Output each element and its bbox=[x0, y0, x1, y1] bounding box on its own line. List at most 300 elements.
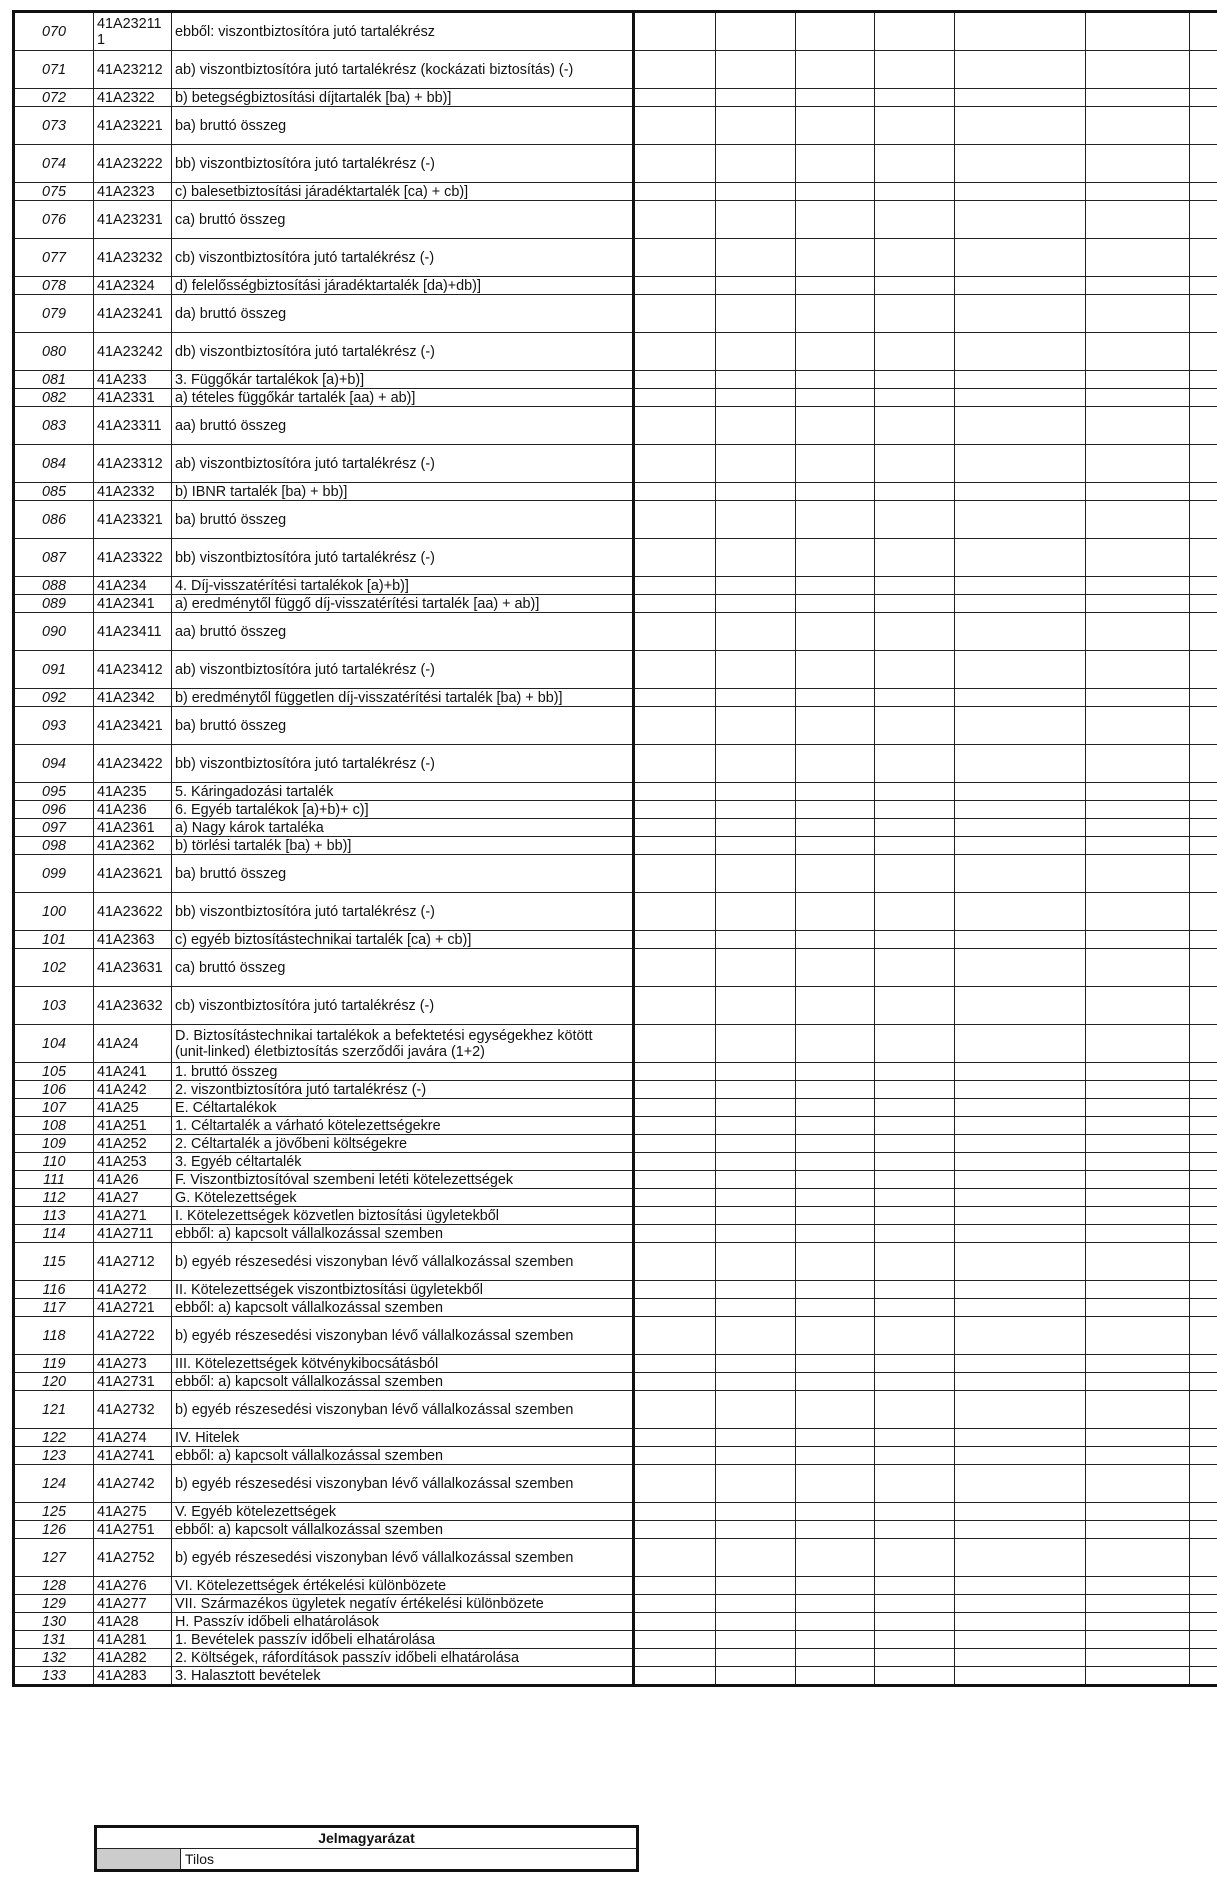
value-cell[interactable] bbox=[796, 987, 875, 1025]
value-cell[interactable] bbox=[875, 745, 955, 783]
value-cell[interactable] bbox=[716, 1539, 796, 1577]
value-cell[interactable] bbox=[796, 1539, 875, 1577]
value-cell[interactable] bbox=[716, 1595, 796, 1613]
value-cell[interactable] bbox=[1190, 783, 1217, 801]
value-cell[interactable] bbox=[634, 1171, 716, 1189]
value-cell[interactable] bbox=[796, 837, 875, 855]
value-cell[interactable] bbox=[1190, 1391, 1217, 1429]
value-cell[interactable] bbox=[1086, 183, 1190, 201]
value-cell[interactable] bbox=[875, 1577, 955, 1595]
value-cell[interactable] bbox=[1086, 1631, 1190, 1649]
value-cell[interactable] bbox=[1086, 445, 1190, 483]
value-cell[interactable] bbox=[1190, 1595, 1217, 1613]
value-cell[interactable] bbox=[955, 949, 1086, 987]
value-cell[interactable] bbox=[875, 1117, 955, 1135]
value-cell[interactable] bbox=[634, 183, 716, 201]
value-cell[interactable] bbox=[634, 987, 716, 1025]
value-cell[interactable] bbox=[716, 707, 796, 745]
value-cell[interactable] bbox=[716, 1135, 796, 1153]
value-cell[interactable] bbox=[716, 613, 796, 651]
value-cell[interactable] bbox=[634, 1299, 716, 1317]
value-cell[interactable] bbox=[796, 1595, 875, 1613]
value-cell[interactable] bbox=[716, 1153, 796, 1171]
value-cell[interactable] bbox=[1190, 837, 1217, 855]
value-cell[interactable] bbox=[634, 107, 716, 145]
value-cell[interactable] bbox=[796, 333, 875, 371]
value-cell[interactable] bbox=[1086, 1595, 1190, 1613]
value-cell[interactable] bbox=[1086, 1171, 1190, 1189]
value-cell[interactable] bbox=[875, 1317, 955, 1355]
value-cell[interactable] bbox=[634, 1649, 716, 1667]
value-cell[interactable] bbox=[955, 1299, 1086, 1317]
value-cell[interactable] bbox=[875, 1595, 955, 1613]
value-cell[interactable] bbox=[716, 407, 796, 445]
value-cell[interactable] bbox=[716, 855, 796, 893]
value-cell[interactable] bbox=[1190, 1429, 1217, 1447]
value-cell[interactable] bbox=[955, 1355, 1086, 1373]
value-cell[interactable] bbox=[1190, 407, 1217, 445]
value-cell[interactable] bbox=[796, 745, 875, 783]
value-cell[interactable] bbox=[1086, 145, 1190, 183]
value-cell[interactable] bbox=[1086, 987, 1190, 1025]
value-cell[interactable] bbox=[634, 1281, 716, 1299]
value-cell[interactable] bbox=[716, 819, 796, 837]
value-cell[interactable] bbox=[1190, 689, 1217, 707]
value-cell[interactable] bbox=[1086, 1391, 1190, 1429]
value-cell[interactable] bbox=[1086, 1063, 1190, 1081]
value-cell[interactable] bbox=[1086, 837, 1190, 855]
value-cell[interactable] bbox=[796, 1225, 875, 1243]
value-cell[interactable] bbox=[875, 445, 955, 483]
value-cell[interactable] bbox=[1190, 801, 1217, 819]
value-cell[interactable] bbox=[716, 1207, 796, 1225]
value-cell[interactable] bbox=[796, 689, 875, 707]
value-cell[interactable] bbox=[1190, 1577, 1217, 1595]
value-cell[interactable] bbox=[634, 949, 716, 987]
value-cell[interactable] bbox=[1190, 239, 1217, 277]
value-cell[interactable] bbox=[875, 613, 955, 651]
value-cell[interactable] bbox=[716, 277, 796, 295]
value-cell[interactable] bbox=[634, 577, 716, 595]
value-cell[interactable] bbox=[634, 445, 716, 483]
value-cell[interactable] bbox=[1086, 295, 1190, 333]
value-cell[interactable] bbox=[1086, 12, 1190, 51]
value-cell[interactable] bbox=[875, 1081, 955, 1099]
value-cell[interactable] bbox=[716, 1521, 796, 1539]
value-cell[interactable] bbox=[955, 501, 1086, 539]
value-cell[interactable] bbox=[875, 987, 955, 1025]
value-cell[interactable] bbox=[875, 12, 955, 51]
value-cell[interactable] bbox=[1190, 745, 1217, 783]
value-cell[interactable] bbox=[955, 333, 1086, 371]
value-cell[interactable] bbox=[875, 483, 955, 501]
value-cell[interactable] bbox=[1190, 89, 1217, 107]
value-cell[interactable] bbox=[1190, 1447, 1217, 1465]
value-cell[interactable] bbox=[955, 1063, 1086, 1081]
value-cell[interactable] bbox=[716, 1099, 796, 1117]
value-cell[interactable] bbox=[955, 445, 1086, 483]
value-cell[interactable] bbox=[796, 1649, 875, 1667]
value-cell[interactable] bbox=[1190, 651, 1217, 689]
value-cell[interactable] bbox=[716, 239, 796, 277]
value-cell[interactable] bbox=[1086, 949, 1190, 987]
value-cell[interactable] bbox=[955, 1171, 1086, 1189]
value-cell[interactable] bbox=[875, 931, 955, 949]
value-cell[interactable] bbox=[716, 1189, 796, 1207]
value-cell[interactable] bbox=[1190, 1299, 1217, 1317]
value-cell[interactable] bbox=[1190, 445, 1217, 483]
value-cell[interactable] bbox=[716, 595, 796, 613]
value-cell[interactable] bbox=[1086, 1373, 1190, 1391]
value-cell[interactable] bbox=[1190, 201, 1217, 239]
value-cell[interactable] bbox=[716, 371, 796, 389]
value-cell[interactable] bbox=[875, 389, 955, 407]
value-cell[interactable] bbox=[955, 407, 1086, 445]
value-cell[interactable] bbox=[716, 107, 796, 145]
value-cell[interactable] bbox=[1190, 1465, 1217, 1503]
value-cell[interactable] bbox=[716, 145, 796, 183]
value-cell[interactable] bbox=[716, 1225, 796, 1243]
value-cell[interactable] bbox=[875, 1539, 955, 1577]
value-cell[interactable] bbox=[634, 1373, 716, 1391]
value-cell[interactable] bbox=[716, 893, 796, 931]
value-cell[interactable] bbox=[875, 1207, 955, 1225]
value-cell[interactable] bbox=[955, 1539, 1086, 1577]
value-cell[interactable] bbox=[955, 613, 1086, 651]
value-cell[interactable] bbox=[875, 371, 955, 389]
value-cell[interactable] bbox=[634, 1577, 716, 1595]
value-cell[interactable] bbox=[796, 1577, 875, 1595]
value-cell[interactable] bbox=[875, 333, 955, 371]
value-cell[interactable] bbox=[1086, 1281, 1190, 1299]
value-cell[interactable] bbox=[716, 1355, 796, 1373]
value-cell[interactable] bbox=[955, 1521, 1086, 1539]
value-cell[interactable] bbox=[634, 837, 716, 855]
value-cell[interactable] bbox=[1086, 613, 1190, 651]
value-cell[interactable] bbox=[634, 277, 716, 295]
value-cell[interactable] bbox=[716, 801, 796, 819]
value-cell[interactable] bbox=[716, 1447, 796, 1465]
value-cell[interactable] bbox=[796, 651, 875, 689]
value-cell[interactable] bbox=[1086, 689, 1190, 707]
value-cell[interactable] bbox=[1086, 801, 1190, 819]
value-cell[interactable] bbox=[955, 371, 1086, 389]
value-cell[interactable] bbox=[634, 931, 716, 949]
value-cell[interactable] bbox=[1086, 1317, 1190, 1355]
value-cell[interactable] bbox=[955, 783, 1086, 801]
value-cell[interactable] bbox=[955, 1595, 1086, 1613]
value-cell[interactable] bbox=[716, 1391, 796, 1429]
value-cell[interactable] bbox=[1190, 855, 1217, 893]
value-cell[interactable] bbox=[955, 51, 1086, 89]
value-cell[interactable] bbox=[955, 1081, 1086, 1099]
value-cell[interactable] bbox=[634, 1429, 716, 1447]
value-cell[interactable] bbox=[1190, 1649, 1217, 1667]
value-cell[interactable] bbox=[955, 931, 1086, 949]
value-cell[interactable] bbox=[955, 1189, 1086, 1207]
value-cell[interactable] bbox=[716, 1081, 796, 1099]
value-cell[interactable] bbox=[716, 1631, 796, 1649]
value-cell[interactable] bbox=[1190, 1189, 1217, 1207]
value-cell[interactable] bbox=[1086, 1447, 1190, 1465]
value-cell[interactable] bbox=[955, 819, 1086, 837]
value-cell[interactable] bbox=[875, 577, 955, 595]
value-cell[interactable] bbox=[1086, 855, 1190, 893]
value-cell[interactable] bbox=[875, 1355, 955, 1373]
value-cell[interactable] bbox=[1086, 1503, 1190, 1521]
value-cell[interactable] bbox=[1190, 1135, 1217, 1153]
value-cell[interactable] bbox=[875, 1631, 955, 1649]
value-cell[interactable] bbox=[955, 1099, 1086, 1117]
value-cell[interactable] bbox=[1086, 1135, 1190, 1153]
value-cell[interactable] bbox=[955, 1649, 1086, 1667]
value-cell[interactable] bbox=[1086, 577, 1190, 595]
value-cell[interactable] bbox=[1086, 1429, 1190, 1447]
value-cell[interactable] bbox=[716, 1649, 796, 1667]
value-cell[interactable] bbox=[875, 1281, 955, 1299]
value-cell[interactable] bbox=[796, 595, 875, 613]
value-cell[interactable] bbox=[875, 1135, 955, 1153]
value-cell[interactable] bbox=[716, 745, 796, 783]
value-cell[interactable] bbox=[634, 1081, 716, 1099]
value-cell[interactable] bbox=[634, 1667, 716, 1686]
value-cell[interactable] bbox=[796, 183, 875, 201]
value-cell[interactable] bbox=[955, 295, 1086, 333]
value-cell[interactable] bbox=[796, 1171, 875, 1189]
value-cell[interactable] bbox=[955, 389, 1086, 407]
value-cell[interactable] bbox=[875, 145, 955, 183]
value-cell[interactable] bbox=[1086, 371, 1190, 389]
value-cell[interactable] bbox=[1086, 1189, 1190, 1207]
value-cell[interactable] bbox=[634, 1521, 716, 1539]
value-cell[interactable] bbox=[716, 689, 796, 707]
value-cell[interactable] bbox=[634, 689, 716, 707]
value-cell[interactable] bbox=[796, 949, 875, 987]
value-cell[interactable] bbox=[955, 1503, 1086, 1521]
value-cell[interactable] bbox=[1086, 1299, 1190, 1317]
value-cell[interactable] bbox=[634, 893, 716, 931]
value-cell[interactable] bbox=[1086, 277, 1190, 295]
value-cell[interactable] bbox=[875, 1613, 955, 1631]
value-cell[interactable] bbox=[1086, 1153, 1190, 1171]
value-cell[interactable] bbox=[1086, 1667, 1190, 1686]
value-cell[interactable] bbox=[796, 1465, 875, 1503]
value-cell[interactable] bbox=[1190, 1153, 1217, 1171]
value-cell[interactable] bbox=[634, 12, 716, 51]
value-cell[interactable] bbox=[955, 183, 1086, 201]
value-cell[interactable] bbox=[955, 483, 1086, 501]
value-cell[interactable] bbox=[634, 707, 716, 745]
value-cell[interactable] bbox=[716, 1373, 796, 1391]
value-cell[interactable] bbox=[716, 483, 796, 501]
value-cell[interactable] bbox=[796, 1521, 875, 1539]
value-cell[interactable] bbox=[875, 801, 955, 819]
value-cell[interactable] bbox=[955, 539, 1086, 577]
value-cell[interactable] bbox=[796, 201, 875, 239]
value-cell[interactable] bbox=[875, 1465, 955, 1503]
value-cell[interactable] bbox=[796, 931, 875, 949]
value-cell[interactable] bbox=[716, 333, 796, 371]
value-cell[interactable] bbox=[796, 1373, 875, 1391]
value-cell[interactable] bbox=[796, 1503, 875, 1521]
value-cell[interactable] bbox=[796, 1355, 875, 1373]
value-cell[interactable] bbox=[634, 483, 716, 501]
value-cell[interactable] bbox=[1190, 145, 1217, 183]
value-cell[interactable] bbox=[955, 745, 1086, 783]
value-cell[interactable] bbox=[634, 145, 716, 183]
value-cell[interactable] bbox=[1086, 407, 1190, 445]
value-cell[interactable] bbox=[796, 855, 875, 893]
value-cell[interactable] bbox=[875, 1429, 955, 1447]
value-cell[interactable] bbox=[796, 1243, 875, 1281]
value-cell[interactable] bbox=[796, 483, 875, 501]
value-cell[interactable] bbox=[634, 651, 716, 689]
value-cell[interactable] bbox=[796, 501, 875, 539]
value-cell[interactable] bbox=[875, 893, 955, 931]
value-cell[interactable] bbox=[955, 1207, 1086, 1225]
value-cell[interactable] bbox=[796, 893, 875, 931]
value-cell[interactable] bbox=[1190, 1503, 1217, 1521]
value-cell[interactable] bbox=[1086, 89, 1190, 107]
value-cell[interactable] bbox=[955, 837, 1086, 855]
value-cell[interactable] bbox=[796, 1317, 875, 1355]
value-cell[interactable] bbox=[1190, 389, 1217, 407]
value-cell[interactable] bbox=[1190, 595, 1217, 613]
value-cell[interactable] bbox=[796, 145, 875, 183]
value-cell[interactable] bbox=[875, 295, 955, 333]
value-cell[interactable] bbox=[716, 949, 796, 987]
value-cell[interactable] bbox=[1190, 1317, 1217, 1355]
value-cell[interactable] bbox=[1086, 707, 1190, 745]
value-cell[interactable] bbox=[1190, 333, 1217, 371]
value-cell[interactable] bbox=[955, 577, 1086, 595]
value-cell[interactable] bbox=[955, 1391, 1086, 1429]
value-cell[interactable] bbox=[955, 689, 1086, 707]
value-cell[interactable] bbox=[796, 1281, 875, 1299]
value-cell[interactable] bbox=[634, 1503, 716, 1521]
value-cell[interactable] bbox=[796, 1153, 875, 1171]
value-cell[interactable] bbox=[955, 89, 1086, 107]
value-cell[interactable] bbox=[1086, 1465, 1190, 1503]
value-cell[interactable] bbox=[1190, 1171, 1217, 1189]
value-cell[interactable] bbox=[716, 51, 796, 89]
value-cell[interactable] bbox=[634, 539, 716, 577]
value-cell[interactable] bbox=[1190, 577, 1217, 595]
value-cell[interactable] bbox=[796, 1081, 875, 1099]
value-cell[interactable] bbox=[1086, 783, 1190, 801]
value-cell[interactable] bbox=[955, 1135, 1086, 1153]
value-cell[interactable] bbox=[796, 1299, 875, 1317]
value-cell[interactable] bbox=[796, 295, 875, 333]
value-cell[interactable] bbox=[1190, 1025, 1217, 1063]
value-cell[interactable] bbox=[634, 1117, 716, 1135]
value-cell[interactable] bbox=[716, 931, 796, 949]
value-cell[interactable] bbox=[716, 1299, 796, 1317]
value-cell[interactable] bbox=[955, 107, 1086, 145]
value-cell[interactable] bbox=[875, 183, 955, 201]
value-cell[interactable] bbox=[875, 277, 955, 295]
value-cell[interactable] bbox=[1086, 1117, 1190, 1135]
value-cell[interactable] bbox=[1086, 239, 1190, 277]
value-cell[interactable] bbox=[955, 1667, 1086, 1686]
value-cell[interactable] bbox=[875, 239, 955, 277]
value-cell[interactable] bbox=[1086, 1521, 1190, 1539]
value-cell[interactable] bbox=[634, 1631, 716, 1649]
value-cell[interactable] bbox=[716, 12, 796, 51]
value-cell[interactable] bbox=[1086, 1225, 1190, 1243]
value-cell[interactable] bbox=[955, 1281, 1086, 1299]
value-cell[interactable] bbox=[1086, 1081, 1190, 1099]
value-cell[interactable] bbox=[634, 745, 716, 783]
value-cell[interactable] bbox=[1086, 1207, 1190, 1225]
value-cell[interactable] bbox=[875, 837, 955, 855]
value-cell[interactable] bbox=[955, 239, 1086, 277]
value-cell[interactable] bbox=[796, 1429, 875, 1447]
value-cell[interactable] bbox=[796, 1099, 875, 1117]
value-cell[interactable] bbox=[1086, 595, 1190, 613]
value-cell[interactable] bbox=[1190, 1207, 1217, 1225]
value-cell[interactable] bbox=[875, 1153, 955, 1171]
value-cell[interactable] bbox=[1086, 1649, 1190, 1667]
value-cell[interactable] bbox=[716, 201, 796, 239]
value-cell[interactable] bbox=[875, 501, 955, 539]
value-cell[interactable] bbox=[875, 1391, 955, 1429]
value-cell[interactable] bbox=[796, 277, 875, 295]
value-cell[interactable] bbox=[1086, 1025, 1190, 1063]
value-cell[interactable] bbox=[1190, 613, 1217, 651]
value-cell[interactable] bbox=[1086, 1099, 1190, 1117]
value-cell[interactable] bbox=[634, 389, 716, 407]
value-cell[interactable] bbox=[955, 987, 1086, 1025]
value-cell[interactable] bbox=[716, 837, 796, 855]
value-cell[interactable] bbox=[716, 577, 796, 595]
value-cell[interactable] bbox=[796, 1613, 875, 1631]
value-cell[interactable] bbox=[716, 651, 796, 689]
value-cell[interactable] bbox=[634, 1099, 716, 1117]
value-cell[interactable] bbox=[1086, 201, 1190, 239]
value-cell[interactable] bbox=[875, 1063, 955, 1081]
value-cell[interactable] bbox=[634, 1447, 716, 1465]
value-cell[interactable] bbox=[1086, 483, 1190, 501]
value-cell[interactable] bbox=[634, 1153, 716, 1171]
value-cell[interactable] bbox=[875, 819, 955, 837]
value-cell[interactable] bbox=[875, 201, 955, 239]
value-cell[interactable] bbox=[796, 577, 875, 595]
value-cell[interactable] bbox=[796, 1135, 875, 1153]
value-cell[interactable] bbox=[634, 1225, 716, 1243]
value-cell[interactable] bbox=[634, 407, 716, 445]
value-cell[interactable] bbox=[634, 1595, 716, 1613]
value-cell[interactable] bbox=[1086, 1243, 1190, 1281]
value-cell[interactable] bbox=[1086, 389, 1190, 407]
value-cell[interactable] bbox=[1190, 1117, 1217, 1135]
value-cell[interactable] bbox=[796, 1025, 875, 1063]
value-cell[interactable] bbox=[875, 1243, 955, 1281]
value-cell[interactable] bbox=[955, 1465, 1086, 1503]
value-cell[interactable] bbox=[955, 1243, 1086, 1281]
value-cell[interactable] bbox=[634, 801, 716, 819]
value-cell[interactable] bbox=[955, 277, 1086, 295]
value-cell[interactable] bbox=[634, 783, 716, 801]
value-cell[interactable] bbox=[634, 1391, 716, 1429]
value-cell[interactable] bbox=[1190, 1613, 1217, 1631]
value-cell[interactable] bbox=[955, 1447, 1086, 1465]
value-cell[interactable] bbox=[634, 201, 716, 239]
value-cell[interactable] bbox=[1086, 819, 1190, 837]
value-cell[interactable] bbox=[716, 1465, 796, 1503]
value-cell[interactable] bbox=[955, 12, 1086, 51]
value-cell[interactable] bbox=[1190, 277, 1217, 295]
